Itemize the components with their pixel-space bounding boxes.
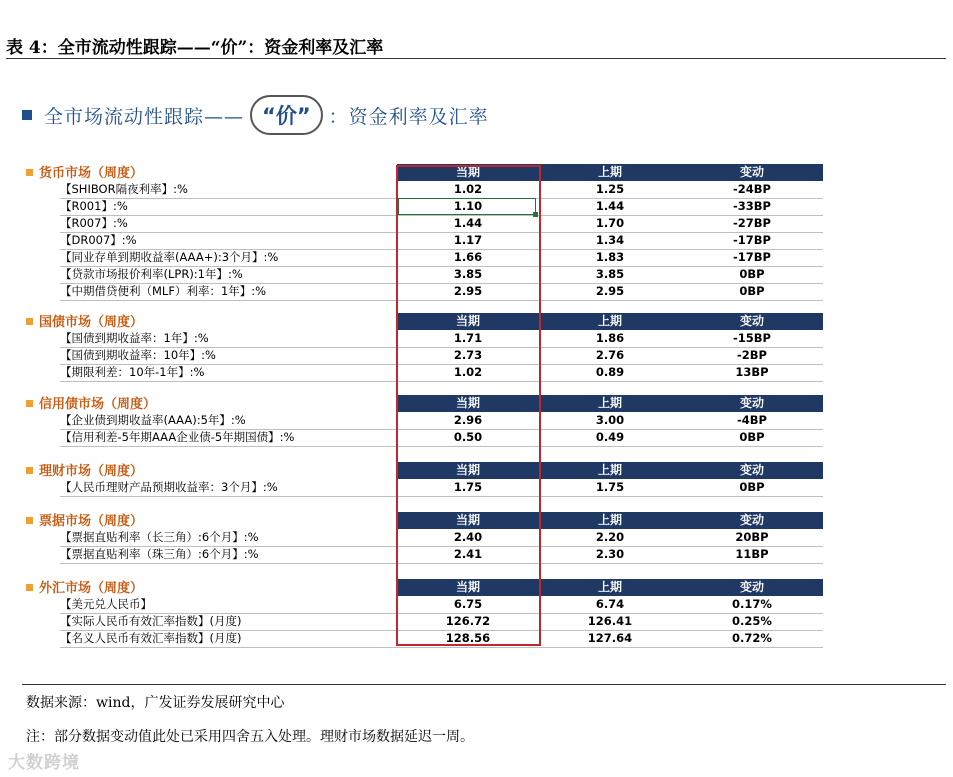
value-previous[interactable]: 1.86 bbox=[595, 331, 625, 345]
value-previous[interactable]: 3.00 bbox=[595, 413, 625, 427]
header-current: 当期 bbox=[455, 463, 480, 477]
value-current[interactable]: 1.44 bbox=[453, 216, 483, 230]
value-previous[interactable]: 1.75 bbox=[595, 480, 625, 494]
value-current[interactable]: 1.66 bbox=[453, 250, 483, 264]
banner-circled-text: “价” bbox=[250, 95, 323, 135]
row-label[interactable]: 【同业存单到期收益率(AAA+):3个月】:% bbox=[60, 250, 279, 264]
value-previous[interactable]: 3.85 bbox=[595, 267, 625, 281]
value-previous[interactable]: 2.20 bbox=[595, 530, 625, 544]
section-title-text: 外汇市场（周度） bbox=[39, 581, 144, 596]
row-label[interactable]: 【中期借贷便利（MLF）利率：1年】:% bbox=[60, 284, 267, 298]
section-title-text: 国债市场（周度） bbox=[39, 315, 144, 330]
header-current: 当期 bbox=[455, 513, 480, 527]
header-current: 当期 bbox=[455, 165, 480, 179]
value-change[interactable]: -27BP bbox=[733, 216, 771, 230]
footnote: 注：部分数据变动值此处已采用四舍五入处理。理财市场数据延迟一周。 bbox=[26, 729, 474, 745]
value-change[interactable]: 0BP bbox=[739, 480, 765, 494]
value-current[interactable]: 126.72 bbox=[445, 614, 491, 628]
header-change: 变动 bbox=[739, 580, 764, 594]
row-label[interactable]: 【人民币理财产品预期收益率：3个月】:% bbox=[60, 480, 278, 494]
value-previous[interactable]: 126.41 bbox=[587, 614, 633, 628]
value-previous[interactable]: 1.44 bbox=[595, 199, 625, 213]
current-column-highlight bbox=[396, 165, 541, 646]
value-previous[interactable]: 6.74 bbox=[595, 597, 625, 611]
value-current[interactable]: 0.50 bbox=[453, 430, 483, 444]
value-current[interactable]: 2.40 bbox=[453, 530, 483, 544]
value-change[interactable]: -33BP bbox=[733, 199, 771, 213]
value-previous[interactable]: 1.34 bbox=[595, 233, 625, 247]
value-previous[interactable]: 2.95 bbox=[595, 284, 625, 298]
value-change[interactable]: -4BP bbox=[737, 413, 767, 427]
value-previous[interactable]: 2.30 bbox=[595, 547, 625, 561]
header-change: 变动 bbox=[739, 513, 764, 527]
value-change[interactable]: 0BP bbox=[739, 284, 765, 298]
value-current[interactable]: 6.75 bbox=[453, 597, 483, 611]
section-title-text: 货币市场（周度） bbox=[39, 166, 144, 181]
row-label[interactable]: 【DR007】:% bbox=[60, 233, 137, 247]
value-previous[interactable]: 0.89 bbox=[595, 365, 625, 379]
value-previous[interactable]: 2.76 bbox=[595, 348, 625, 362]
row-label[interactable]: 【企业债到期收益率(AAA):5年】:% bbox=[60, 413, 246, 427]
header-previous: 上期 bbox=[597, 463, 622, 477]
section-title bbox=[26, 510, 143, 529]
header-change: 变动 bbox=[739, 314, 764, 328]
row-label[interactable]: 【R007】:% bbox=[60, 216, 128, 230]
row-label[interactable]: 【R001】:% bbox=[60, 199, 128, 213]
row-label[interactable]: 【SHIBOR隔夜利率】:% bbox=[60, 182, 188, 196]
value-previous[interactable]: 1.83 bbox=[595, 250, 625, 264]
value-current[interactable]: 1.02 bbox=[453, 182, 483, 196]
section-bullet-icon bbox=[26, 169, 33, 176]
value-change[interactable]: 20BP bbox=[735, 530, 769, 544]
value-change[interactable]: 13BP bbox=[735, 365, 769, 379]
value-change[interactable]: -24BP bbox=[733, 182, 771, 196]
row-label[interactable]: 【票据直贴利率（长三角）:6个月】:% bbox=[60, 530, 259, 544]
header-previous: 上期 bbox=[597, 513, 622, 527]
section-bullet-icon bbox=[26, 467, 33, 474]
section-title bbox=[26, 577, 143, 596]
row-label[interactable]: 【实际人民币有效汇率指数】(月度) bbox=[60, 614, 242, 628]
header-change: 变动 bbox=[739, 165, 764, 179]
value-current[interactable]: 3.85 bbox=[453, 267, 483, 281]
section-title-text: 票据市场（周度） bbox=[39, 514, 144, 529]
section-title bbox=[26, 393, 156, 412]
value-change[interactable]: 0.17% bbox=[732, 597, 772, 611]
value-current[interactable]: 1.75 bbox=[453, 480, 483, 494]
title-divider bbox=[6, 58, 946, 59]
value-previous[interactable]: 127.64 bbox=[587, 631, 633, 645]
value-current[interactable]: 1.10 bbox=[453, 199, 483, 213]
header-change: 变动 bbox=[739, 396, 764, 410]
value-current[interactable]: 2.41 bbox=[453, 547, 483, 561]
selected-cell-indicator[interactable] bbox=[398, 198, 536, 215]
value-previous[interactable]: 1.25 bbox=[595, 182, 625, 196]
section-bullet-icon bbox=[26, 400, 33, 407]
value-current[interactable]: 1.71 bbox=[453, 331, 483, 345]
header-change: 变动 bbox=[739, 463, 764, 477]
section-bullet-icon bbox=[26, 318, 33, 325]
footer-divider bbox=[22, 684, 946, 685]
section-bullet-icon bbox=[26, 584, 33, 591]
value-current[interactable]: 1.02 bbox=[453, 365, 483, 379]
value-change[interactable]: 0BP bbox=[739, 267, 765, 281]
value-change[interactable]: -15BP bbox=[733, 331, 771, 345]
row-label[interactable]: 【国债到期收益率：1年】:% bbox=[60, 331, 209, 345]
banner-right-text: ：资金利率及汇率 bbox=[328, 105, 489, 128]
header-current: 当期 bbox=[455, 396, 480, 410]
section-title-text: 理财市场（周度） bbox=[39, 464, 144, 479]
header-previous: 上期 bbox=[597, 165, 622, 179]
section-title bbox=[26, 460, 143, 479]
value-change[interactable]: -17BP bbox=[733, 233, 771, 247]
value-change[interactable]: 0BP bbox=[739, 430, 765, 444]
banner-left-text: 全市场流动性跟踪—— bbox=[44, 105, 245, 128]
value-current[interactable]: 2.73 bbox=[453, 348, 483, 362]
section-title bbox=[26, 162, 143, 181]
row-label[interactable]: 【名义人民币有效汇率指数】(月度) bbox=[60, 631, 242, 645]
value-change[interactable]: -17BP bbox=[733, 250, 771, 264]
value-change[interactable]: 11BP bbox=[735, 547, 769, 561]
header-previous: 上期 bbox=[597, 314, 622, 328]
value-previous[interactable]: 0.49 bbox=[595, 430, 625, 444]
row-label[interactable]: 【国债到期收益率：10年】:% bbox=[60, 348, 216, 362]
row-label[interactable]: 【期限利差：10年-1年】:% bbox=[60, 365, 205, 379]
value-current[interactable]: 128.56 bbox=[445, 631, 491, 645]
row-label[interactable]: 【贷款市场报价利率(LPR):1年】:% bbox=[60, 267, 243, 281]
section-title-text: 信用债市场（周度） bbox=[39, 397, 157, 412]
watermark-logo: 大数跨境 bbox=[8, 753, 80, 773]
banner bbox=[22, 100, 489, 130]
value-change[interactable]: -2BP bbox=[737, 348, 767, 362]
header-current: 当期 bbox=[455, 314, 480, 328]
table-title: 表 4：全市流动性跟踪——“价”：资金利率及汇率 bbox=[6, 38, 384, 58]
header-previous: 上期 bbox=[597, 396, 622, 410]
value-change[interactable]: 0.72% bbox=[732, 631, 772, 645]
value-current[interactable]: 2.95 bbox=[453, 284, 483, 298]
row-label[interactable]: 【信用利差-5年期AAA企业债-5年期国债】:% bbox=[60, 430, 295, 444]
header-previous: 上期 bbox=[597, 580, 622, 594]
value-current[interactable]: 2.96 bbox=[453, 413, 483, 427]
section-bullet-icon bbox=[26, 517, 33, 524]
header-current: 当期 bbox=[455, 580, 480, 594]
banner-square-icon bbox=[22, 110, 32, 120]
value-current[interactable]: 1.17 bbox=[453, 233, 483, 247]
row-label[interactable]: 【美元兑人民币】 bbox=[60, 597, 152, 611]
data-source: 数据来源：wind，广发证券发展研究中心 bbox=[26, 695, 285, 711]
value-change[interactable]: 0.25% bbox=[732, 614, 772, 628]
section-title bbox=[26, 311, 143, 330]
row-label[interactable]: 【票据直贴利率（珠三角）:6个月】:% bbox=[60, 547, 259, 561]
value-previous[interactable]: 1.70 bbox=[595, 216, 625, 230]
